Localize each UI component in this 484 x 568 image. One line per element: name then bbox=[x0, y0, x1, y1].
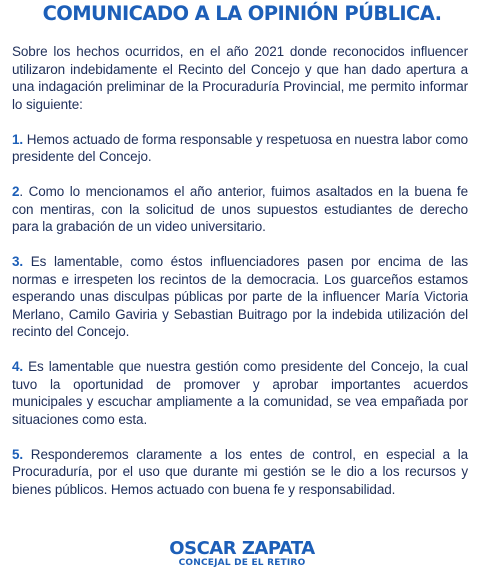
point-4 bbox=[12, 358, 468, 428]
signature-role: CONCEJAL DE EL RETIRO bbox=[178, 558, 306, 568]
statement-body bbox=[12, 43, 468, 516]
point-5-text: Responderemos claramente a los entes de control, en especial a la Procuraduría, por el uso que durante mi gestión se le dio a los recursos y bienes públicos. Hemos actuado con buena fe y responsabilidad. bbox=[12, 446, 469, 497]
point-5-number: 5. bbox=[12, 446, 24, 462]
point-3 bbox=[12, 253, 468, 341]
signature-name: OSCAR ZAPATA bbox=[169, 538, 315, 559]
point-2-number: 2 bbox=[12, 184, 20, 199]
point-1-number: 1. bbox=[12, 131, 24, 147]
point-2-text: . Como lo mencionamos el año anterior, fuimos asaltados en la buena fe con mentiras, con la solicitud de unos supuestos estudiantes de derecho para la grabación de un video universitario. bbox=[12, 184, 468, 234]
point-1 bbox=[12, 131, 468, 166]
point-4-number: 4. bbox=[12, 359, 24, 374]
point-3-text: Es lamentable, como éstos influenciadores pasen por encima de las normas e irrespeten los recintos de la democracia. Los guarceños estamos esperando unas disculpas públicas por parte de la influencer María Victoria Merlano, Camilo Gaviria y Sebastian Buitrago por la indebida utilización del recinto del Concejo. bbox=[12, 254, 468, 339]
intro-paragraph: Sobre los hechos ocurridos, en el año 2021 donde reconocidos influencer utilizaron indebidamente el Recinto del Concejo y que han dado apertura a una indagación preliminar de la Procuraduría Provincial, me permito informar lo siguiente: bbox=[12, 44, 468, 112]
point-1-text: Hemos actuado de forma responsable y respetuosa en nuestra labor como presidente del Concejo. bbox=[12, 131, 468, 164]
point-5 bbox=[12, 446, 468, 499]
page-title: COMUNICADO A LA OPINIÓN PÚBLICA. bbox=[42, 2, 442, 25]
point-2 bbox=[12, 183, 468, 236]
point-3-number: 3. bbox=[12, 254, 24, 269]
point-4-text: Es lamentable que nuestra gestión como presidente del Concejo, la cual tuvo la oportunidad de promover y aprobar importantes acuerdos municipales y escuchar ampliamente a la comunidad, se vea empañada por situaciones como esta. bbox=[12, 359, 468, 427]
